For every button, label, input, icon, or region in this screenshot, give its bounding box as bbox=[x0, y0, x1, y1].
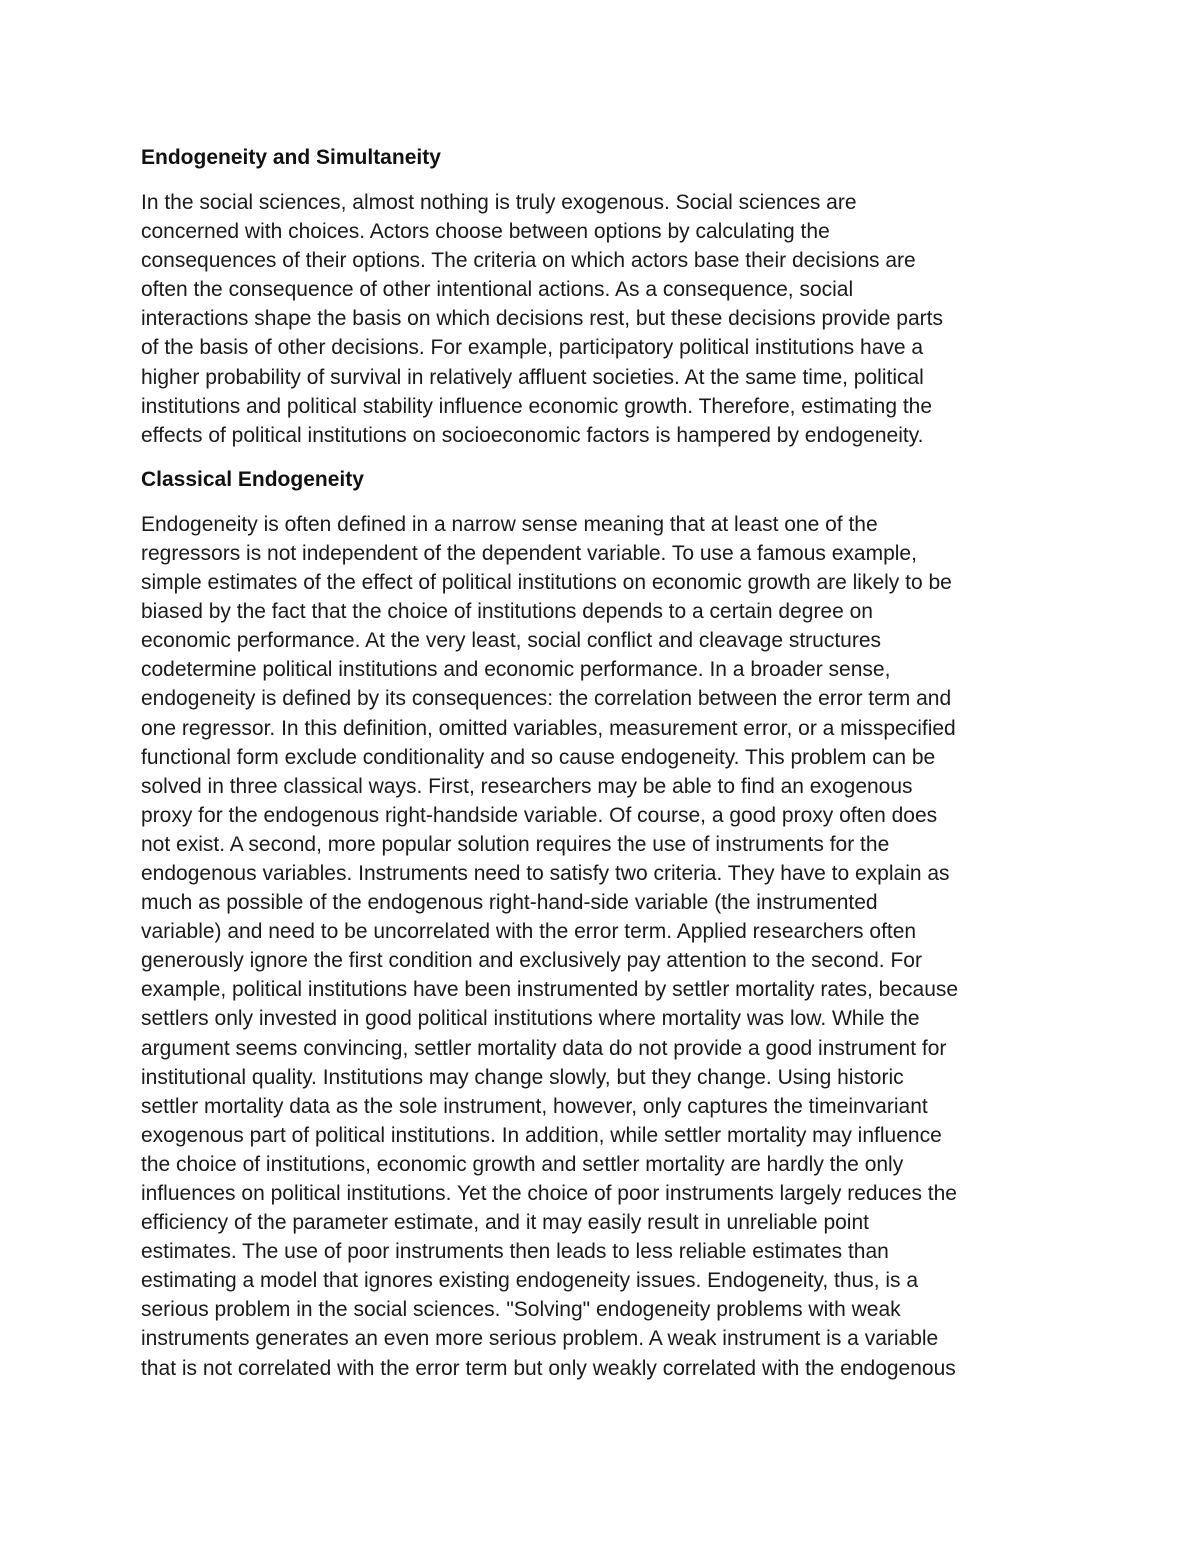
text-line: estimates. The use of poor instruments then leads to less reliable estimates than bbox=[141, 1240, 889, 1264]
paragraph-classical-endogeneity bbox=[141, 510, 1061, 1383]
text-line: institutions and political stability influence economic growth. Therefore, estimating the bbox=[141, 394, 933, 418]
text-line: instruments generates an even more serious problem. A weak instrument is a variable bbox=[141, 1327, 939, 1351]
text-line: of the basis of other decisions. For example, participatory political institutions have a bbox=[141, 336, 924, 360]
paragraph-endogeneity-simultaneity bbox=[141, 188, 1061, 450]
text-line: concerned with choices. Actors choose between options by calculating the bbox=[141, 220, 830, 244]
text-line: that is not correlated with the error term but only weakly correlated with the endogenous bbox=[141, 1356, 956, 1380]
text-line: higher probability of survival in relatively affluent societies. At the same time, political bbox=[141, 365, 924, 389]
text-line: simple estimates of the effect of political institutions on economic growth are likely to be bbox=[141, 571, 952, 595]
text-line: endogenous variables. Instruments need to satisfy two criteria. They have to explain as bbox=[141, 861, 950, 885]
text-line: solved in three classical ways. First, researchers may be able to find an exogenous bbox=[141, 774, 913, 798]
text-line: serious problem in the social sciences. "Solving" endogeneity problems with weak bbox=[141, 1298, 901, 1322]
text-line: In the social sciences, almost nothing is truly exogenous. Social sciences are bbox=[141, 191, 857, 214]
section-heading-endogeneity-simultaneity: Endogeneity and Simultaneity bbox=[141, 146, 441, 169]
text-line: much as possible of the endogenous right-hand-side variable (the instrumented bbox=[141, 891, 878, 915]
text-line: biased by the fact that the choice of institutions depends to a certain degree on bbox=[141, 600, 873, 624]
text-line: settlers only invested in good political institutions where mortality was low. While the bbox=[141, 1007, 920, 1031]
document-page bbox=[141, 141, 1061, 1383]
text-line: one regressor. In this definition, omitted variables, measurement error, or a misspecified bbox=[141, 716, 956, 740]
text-line: consequences of their options. The criteria on which actors base their decisions are bbox=[141, 249, 916, 273]
text-line: the choice of institutions, economic growth and settler mortality are hardly the only bbox=[141, 1152, 904, 1176]
text-line: influences on political institutions. Yet the choice of poor instruments largely reduces the bbox=[141, 1182, 957, 1205]
text-line: interactions shape the basis on which decisions rest, but these decisions provide parts bbox=[141, 307, 943, 331]
text-line: institutional quality. Institutions may change slowly, but they change. Using historic bbox=[141, 1065, 904, 1089]
text-line: variable) and need to be uncorrelated with the error term. Applied researchers often bbox=[141, 920, 917, 944]
text-line: proxy for the endogenous right-handside variable. Of course, a good proxy often does bbox=[141, 803, 938, 827]
text-line: functional form exclude conditionality and so cause endogeneity. This problem can be bbox=[141, 745, 936, 769]
text-line: estimating a model that ignores existing endogeneity issues. Endogeneity, thus, is a bbox=[141, 1269, 919, 1293]
text-line: not exist. A second, more popular solution requires the use of instruments for the bbox=[141, 832, 890, 856]
text-line: endogeneity is defined by its consequences: the correlation between the error term and bbox=[141, 687, 952, 711]
text-line: codetermine political institutions and economic performance. In a broader sense, bbox=[141, 658, 891, 682]
section-heading-classical-endogeneity: Classical Endogeneity bbox=[141, 467, 364, 491]
text-line: effects of political institutions on socioeconomic factors is hampered by endogeneity. bbox=[141, 423, 924, 447]
text-line: argument seems convincing, settler mortality data do not provide a good instrument for bbox=[141, 1036, 947, 1060]
text-line: economic performance. At the very least, social conflict and cleavage structures bbox=[141, 629, 882, 653]
text-line: regressors is not independent of the dependent variable. To use a famous example, bbox=[141, 541, 917, 565]
text-line: often the consequence of other intentional actions. As a consequence, social bbox=[141, 278, 854, 302]
text-line: efficiency of the parameter estimate, and it may easily result in unreliable point bbox=[141, 1211, 869, 1235]
text-line: Endogeneity is often defined in a narrow sense meaning that at least one of the bbox=[141, 512, 878, 536]
text-line: generously ignore the first condition and exclusively pay attention to the second. For bbox=[141, 949, 922, 973]
text-line: settler mortality data as the sole instrument, however, only captures the timeinvariant bbox=[141, 1094, 928, 1118]
text-line: exogenous part of political institutions. In addition, while settler mortality may influence bbox=[141, 1123, 942, 1147]
text-line: example, political institutions have been instrumented by settler mortality rates, because bbox=[141, 978, 959, 1002]
